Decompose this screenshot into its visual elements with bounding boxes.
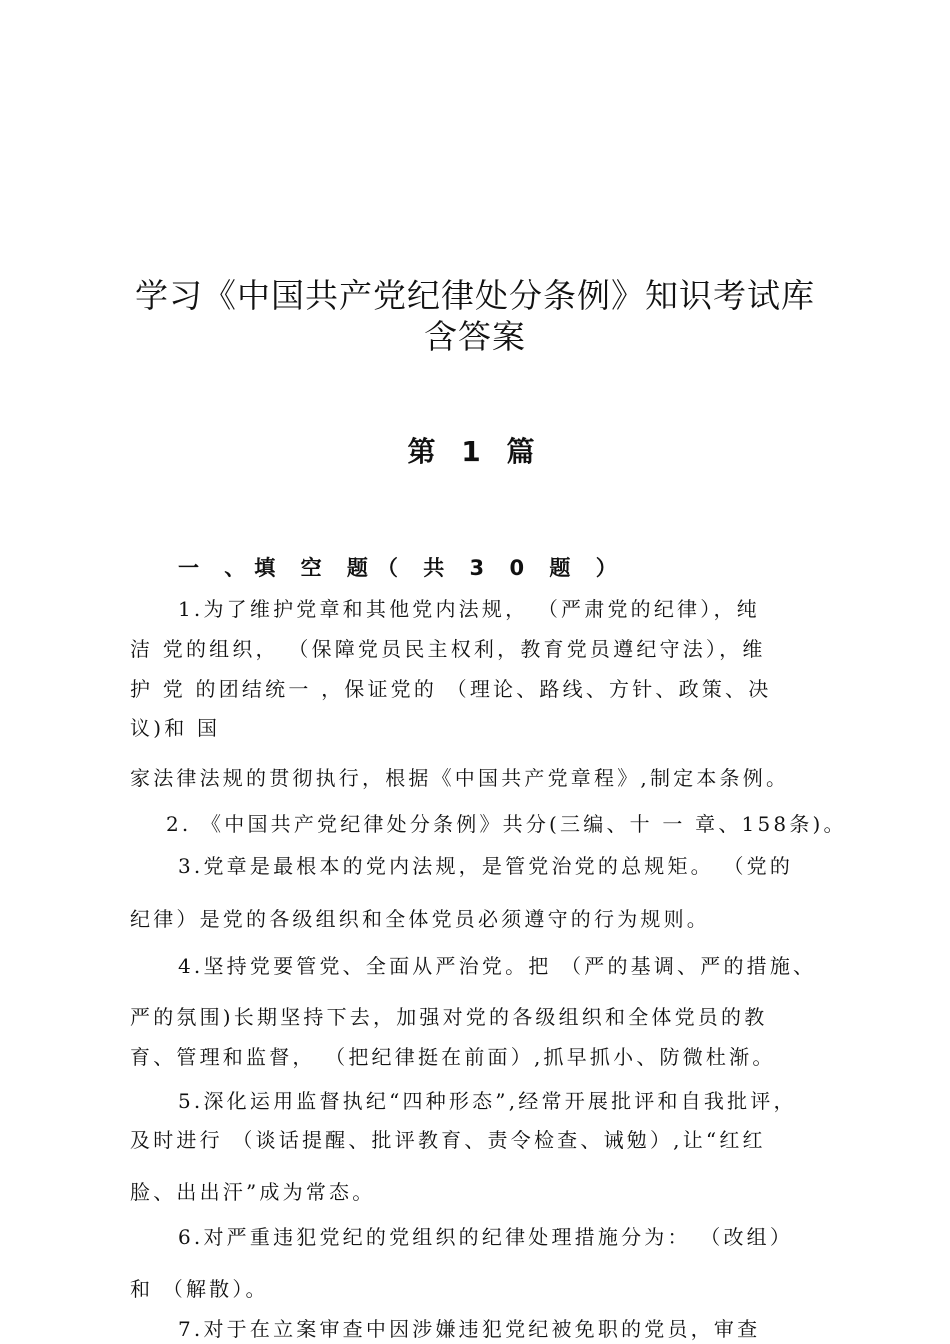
document-title-line-1: 学习《中国共产党纪律处分条例》知识考试库: [135, 276, 815, 315]
body-line: 6.对严重违犯党纪的党组织的纪律处理措施分为： （改组）: [178, 1225, 794, 1249]
body-line: 育、管理和监督， （把纪律挺在前面）,抓早抓小、防微杜渐。: [130, 1045, 776, 1069]
body-line: 4.坚持党要管党、全面从严治党。把 （严的基调、严的措施、: [178, 954, 817, 978]
body-line: 3.党章是最根本的党内法规，是管党治党的总规矩。 （党的: [178, 854, 794, 878]
body-line: 1.为了维护党章和其他党内法规， （严肃党的纪律），纯: [178, 597, 760, 621]
body-line: 议)和 国: [130, 716, 221, 740]
body-line: 护 党 的团结统一 ，保证党的 （理论、路线、方针、政策、决: [130, 677, 772, 701]
document-title-line-2: 含答案: [424, 317, 526, 356]
body-line: 严的氛围)长期坚持下去，加强对党的各级组织和全体党员的教: [130, 1005, 768, 1029]
body-line: 5.深化运用监督执纪“四种形态”,经常开展批评和自我批评，: [178, 1089, 797, 1113]
body-line: 脸、出出汗”成为常态。: [130, 1180, 376, 1204]
section-heading: 一 、填 空 题（ 共 3 0 题 ）: [178, 556, 626, 580]
chapter-heading: 第 1 篇: [407, 435, 543, 468]
body-line: 纪律）是党的各级组织和全体党员必须遵守的行为规则。: [130, 907, 710, 931]
body-line: 2. 《中国共产党纪律处分条例》共分(三编、十 一 章、158条)。: [166, 812, 847, 836]
body-line: 7.对于在立案审查中因涉嫌违犯党纪被免职的党员，审查: [178, 1317, 761, 1341]
body-line: 洁 党的组织， （保障党员民主权利，教育党员遵纪守法），维: [130, 637, 766, 661]
body-line: 和 （解散）。: [130, 1277, 269, 1301]
body-line: 及时进行 （谈话提醒、批评教育、责令检查、诫勉）,让“红红: [130, 1128, 766, 1152]
body-line: 家法律法规的贯彻执行，根据《中国共产党章程》,制定本条例。: [130, 766, 790, 790]
